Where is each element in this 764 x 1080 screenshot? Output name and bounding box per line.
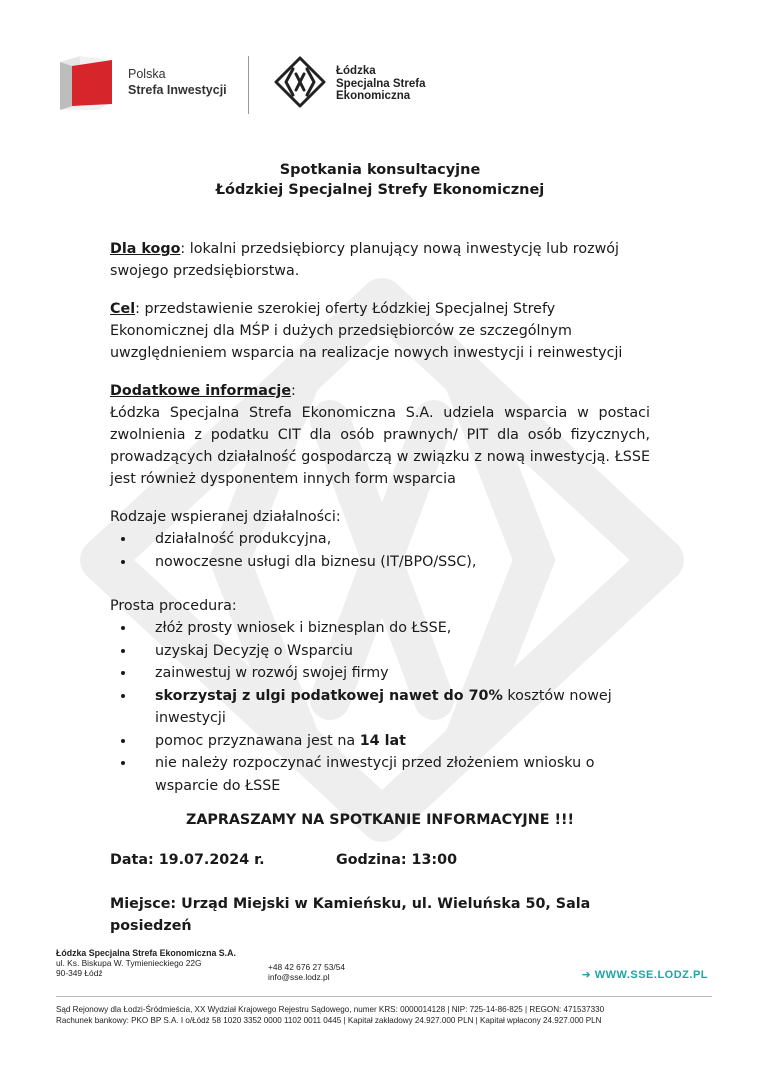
header-divider bbox=[248, 56, 249, 114]
arrow-right-icon: ➜ bbox=[581, 969, 595, 981]
lsse-line3: Ekonomiczna bbox=[336, 90, 411, 102]
title-line2: Łódzkiej Specjalnej Strefy Ekonomicznej bbox=[215, 182, 545, 198]
psi-line2: Strefa Inwestycji bbox=[128, 83, 227, 97]
procedura-item5-pre: pomoc przyznawana jest na bbox=[155, 732, 360, 749]
footer-address bbox=[56, 948, 236, 979]
rodzaje-list bbox=[110, 528, 650, 573]
dodatkowe-text: Łódzka Specjalna Strefa Ekonomiczna S.A. udziela wsparcia w postaci zwolnienia z podatku CIT dla osób prawnych/ PIT dla osób fizycznych, prowadzących działalność gospodarczą w związku z nową inwestycją. ŁSSE jest również dysponentem innych form wsparcia bbox=[110, 405, 650, 487]
procedura-list bbox=[110, 617, 650, 797]
footer-email[interactable]: info@sse.lodz.pl bbox=[268, 972, 330, 983]
psi-logo-text bbox=[128, 66, 227, 98]
dla-kogo-label: Dla kogo bbox=[110, 241, 181, 257]
invite-heading: ZAPRASZAMY NA SPOTKANIE INFORMACYJNE !!! bbox=[185, 812, 575, 828]
header bbox=[54, 50, 474, 116]
dodatkowe-colon: : bbox=[291, 383, 296, 399]
footer-legal bbox=[56, 1005, 716, 1027]
lsse-logo-text bbox=[336, 65, 425, 103]
psi-line1: Polska bbox=[128, 67, 166, 81]
footer-phone: +48 42 676 27 53/54 bbox=[268, 962, 346, 972]
footer-company: Łódzka Specjalna Strefa Ekonomiczna S.A. bbox=[56, 948, 236, 958]
footer-contact bbox=[268, 962, 345, 982]
footer-legal1: Sąd Rejonowy dla Łodzi-Śródmieścia, XX Wydział Krajowego Rejestru Sądowego, numer KRS: 0000014128 | NIP: 725-14-86-825 | REGON: 471537330 bbox=[56, 1005, 605, 1014]
dodatkowe-label: Dodatkowe informacje bbox=[110, 383, 292, 399]
procedura-item4-rest: kosztów nowej inwestycji bbox=[155, 687, 612, 726]
title-line1: Spotkania konsultacyjne bbox=[279, 162, 481, 178]
list-item: • nowoczesne usługi dla biznesu (IT/BPO/SSC), bbox=[136, 551, 650, 574]
procedura-item5-bold: 14 lat bbox=[359, 732, 406, 749]
footer-website-link[interactable] bbox=[582, 970, 709, 980]
list-item: • zainwestuj w rozwój swojej firmy bbox=[136, 662, 650, 685]
list-item: • uzyskaj Decyzję o Wsparciu bbox=[136, 640, 650, 663]
footer-address1: ul. Ks. Biskupa W. Tymienieckiego 22G bbox=[56, 958, 202, 969]
place-text: : Urząd Miejski w Kamieńsku, ul. Wieluńska 50, Sala posiedzeń bbox=[110, 896, 591, 934]
list-item bbox=[136, 685, 650, 730]
footer-website: WWW.SSE.LODZ.PL bbox=[594, 969, 708, 981]
list-item: • nie należy rozpoczynać inwestycji przed złożeniem wniosku o wsparcie do ŁSSE bbox=[136, 752, 650, 797]
event-place bbox=[110, 893, 650, 937]
event-date-time bbox=[110, 849, 650, 871]
section-dla-kogo bbox=[110, 238, 650, 282]
footer-address2: 90-349 Łódź bbox=[56, 968, 103, 979]
psi-logo-icon bbox=[54, 52, 114, 112]
cel-text: : przedstawienie szerokiej oferty Łódzkiej Specjalnej Strefy Ekonomicznej dla MŚP i dużych przedsiębiorców ze szczególnym uwzględnieniem wsparcia na realizacje nowych inwestycji i reinwestycji bbox=[110, 301, 623, 361]
procedura-item4-bold: skorzystaj z ulgi podatkowej nawet do 70% bbox=[155, 687, 503, 704]
place-label: Miejsce bbox=[110, 896, 171, 912]
list-item: • złóż prosty wniosek i biznesplan do ŁSSE, bbox=[136, 617, 650, 640]
rodzaje-heading: Rodzaje wspieranej działalności: bbox=[110, 509, 341, 525]
footer-legal2: Rachunek bankowy: PKO BP S.A. I o/Łódź 58 1020 3352 0000 1102 0011 0445 | Kapitał zakładowy 24.927.000 PLN | Kapitał wpłacony 24.927.000 PLN bbox=[56, 1015, 602, 1025]
document-title bbox=[110, 160, 650, 200]
footer-divider bbox=[56, 996, 712, 997]
lsse-line2: Specjalna Strefa bbox=[336, 77, 426, 90]
cel-label: Cel bbox=[110, 301, 136, 317]
lsse-logo-icon bbox=[274, 56, 326, 108]
list-item: • działalność produkcyjna, bbox=[136, 528, 650, 551]
event-time: Godzina: 13:00 bbox=[336, 852, 458, 868]
event-date: Data: 19.07.2024 r. bbox=[110, 852, 265, 868]
dodatkowe-heading bbox=[110, 380, 650, 402]
lsse-line1: Łódzka bbox=[336, 65, 376, 77]
list-item bbox=[136, 730, 650, 753]
dla-kogo-text: : lokalni przedsiębiorcy planujący nową inwestycję lub rozwój swojego przedsiębiorstwa. bbox=[110, 241, 620, 279]
document-body bbox=[110, 160, 650, 937]
section-cel bbox=[110, 298, 650, 364]
procedura-heading: Prosta procedura: bbox=[110, 598, 237, 614]
